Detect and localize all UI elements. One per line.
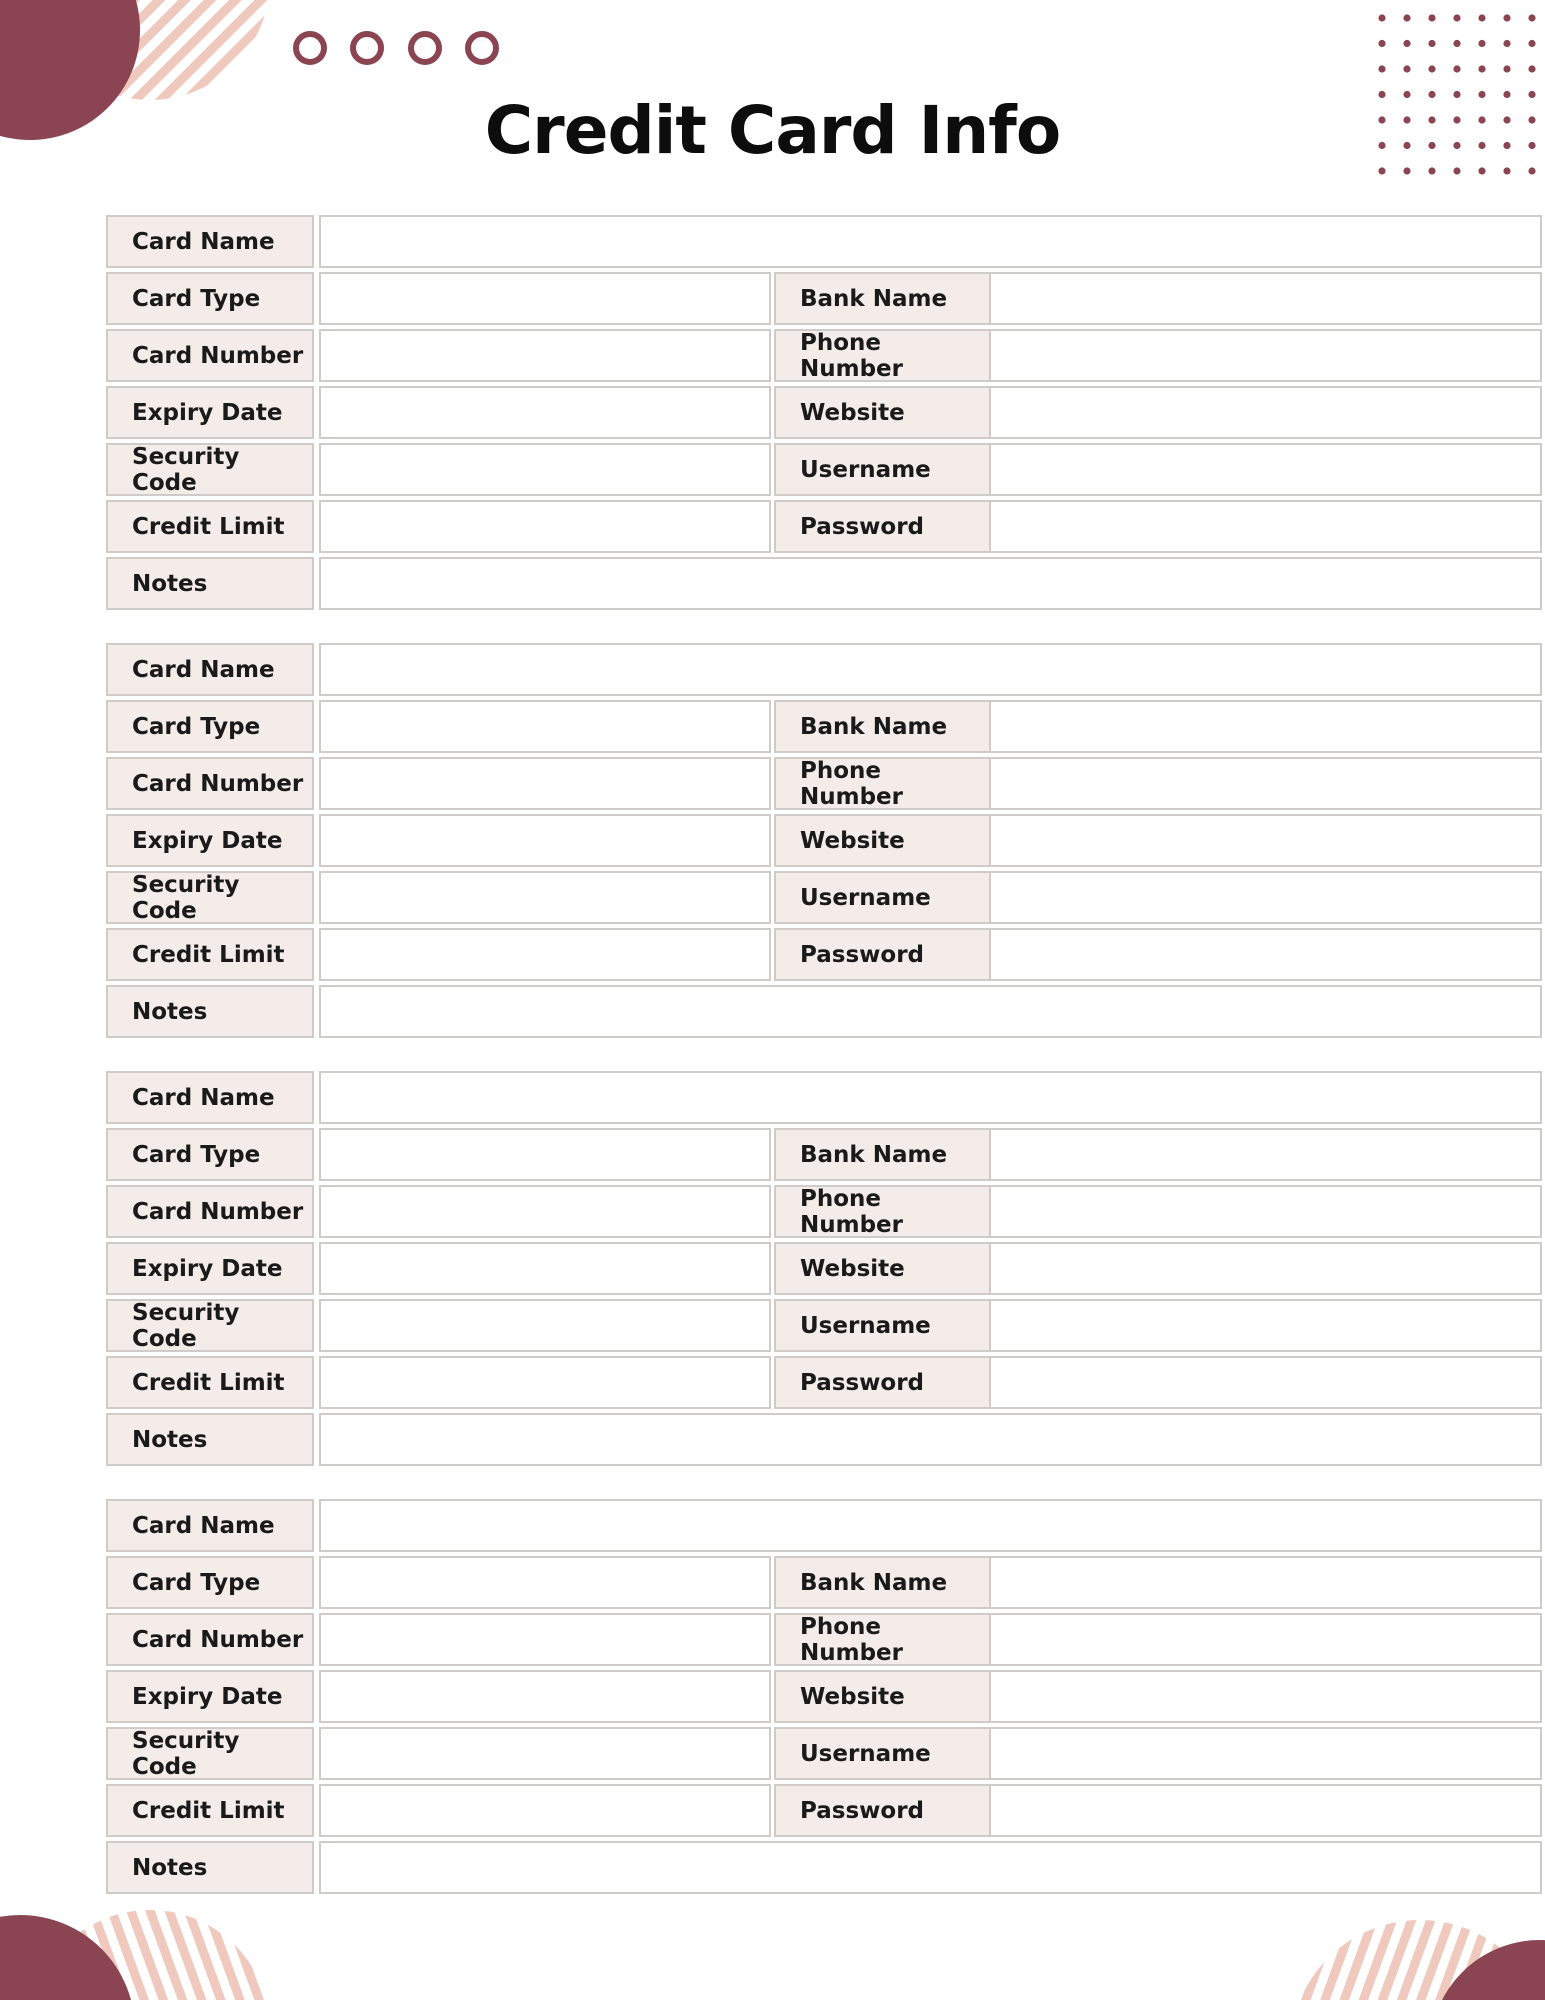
- notes-field[interactable]: [319, 557, 1542, 610]
- card-type-field[interactable]: [319, 1556, 771, 1609]
- card-info-block-4: [106, 1499, 1436, 1893]
- password-field[interactable]: [989, 500, 1542, 553]
- phone-number-field[interactable]: [989, 1185, 1542, 1238]
- card-number-field[interactable]: [319, 757, 771, 810]
- decor-dot: [1453, 14, 1460, 21]
- decor-dot: [1428, 40, 1435, 47]
- card-type-field[interactable]: [319, 272, 771, 325]
- bank-name-label: Bank Name: [774, 1556, 992, 1609]
- decor-dot: [1378, 14, 1385, 21]
- card-name-field[interactable]: [319, 1071, 1542, 1124]
- security-code-field[interactable]: [319, 1299, 771, 1352]
- card-name-field[interactable]: [319, 643, 1542, 696]
- expiry-date-field[interactable]: [319, 386, 771, 439]
- bank-name-field[interactable]: [989, 700, 1542, 753]
- card-number-label: Card Number: [106, 1185, 314, 1238]
- notes-field[interactable]: [319, 1841, 1542, 1894]
- decor-dot: [1428, 65, 1435, 72]
- bank-name-label: Bank Name: [774, 272, 992, 325]
- password-label: Password: [774, 500, 992, 553]
- decor-dot: [1378, 40, 1385, 47]
- expiry-date-label: Expiry Date: [106, 1670, 314, 1723]
- card-type-field[interactable]: [319, 700, 771, 753]
- decor-dot: [1503, 40, 1510, 47]
- password-label: Password: [774, 1356, 992, 1409]
- bank-name-field[interactable]: [989, 1556, 1542, 1609]
- username-label: Username: [774, 1299, 992, 1352]
- username-label: Username: [774, 1727, 992, 1780]
- username-field[interactable]: [989, 1727, 1542, 1780]
- security-code-label: Security Code: [106, 443, 314, 496]
- website-field[interactable]: [989, 1242, 1542, 1295]
- website-field[interactable]: [989, 386, 1542, 439]
- decor-dot: [1528, 65, 1535, 72]
- credit-limit-field[interactable]: [319, 1784, 771, 1837]
- expiry-date-label: Expiry Date: [106, 386, 314, 439]
- decor-dot: [1403, 14, 1410, 21]
- phone-number-label: Phone Number: [774, 329, 992, 382]
- phone-number-field[interactable]: [989, 329, 1542, 382]
- username-field[interactable]: [989, 1299, 1542, 1352]
- card-number-field[interactable]: [319, 329, 771, 382]
- decor-dot: [1403, 65, 1410, 72]
- expiry-date-label: Expiry Date: [106, 814, 314, 867]
- decor-dot: [1403, 40, 1410, 47]
- card-type-label: Card Type: [106, 700, 314, 753]
- card-name-field[interactable]: [319, 215, 1542, 268]
- card-info-block-2: [106, 643, 1436, 1037]
- credit-limit-label: Credit Limit: [106, 1356, 314, 1409]
- security-code-label: Security Code: [106, 1299, 314, 1352]
- credit-limit-field[interactable]: [319, 500, 771, 553]
- security-code-field[interactable]: [319, 443, 771, 496]
- decor-dot: [1428, 14, 1435, 21]
- card-number-field[interactable]: [319, 1185, 771, 1238]
- password-field[interactable]: [989, 1784, 1542, 1837]
- decor-dot: [1478, 40, 1485, 47]
- card-type-label: Card Type: [106, 1556, 314, 1609]
- bank-name-label: Bank Name: [774, 1128, 992, 1181]
- card-name-label: Card Name: [106, 1499, 314, 1552]
- card-name-field[interactable]: [319, 1499, 1542, 1552]
- decor-rings: [290, 28, 510, 68]
- credit-limit-label: Credit Limit: [106, 500, 314, 553]
- expiry-date-field[interactable]: [319, 1670, 771, 1723]
- decor-dot: [1528, 40, 1535, 47]
- password-label: Password: [774, 1784, 992, 1837]
- card-number-label: Card Number: [106, 1613, 314, 1666]
- phone-number-label: Phone Number: [774, 1185, 992, 1238]
- phone-number-label: Phone Number: [774, 1613, 992, 1666]
- decor-dot: [1478, 14, 1485, 21]
- card-name-label: Card Name: [106, 215, 314, 268]
- card-type-field[interactable]: [319, 1128, 771, 1181]
- card-type-label: Card Type: [106, 1128, 314, 1181]
- notes-label: Notes: [106, 1841, 314, 1894]
- card-number-label: Card Number: [106, 329, 314, 382]
- decor-dot: [1453, 65, 1460, 72]
- security-code-label: Security Code: [106, 871, 314, 924]
- security-code-field[interactable]: [319, 871, 771, 924]
- card-number-field[interactable]: [319, 1613, 771, 1666]
- card-number-label: Card Number: [106, 757, 314, 810]
- credit-limit-field[interactable]: [319, 1356, 771, 1409]
- decor-dot: [1378, 65, 1385, 72]
- decor-bottom-right: [1280, 1900, 1545, 2000]
- username-field[interactable]: [989, 443, 1542, 496]
- security-code-label: Security Code: [106, 1727, 314, 1780]
- password-label: Password: [774, 928, 992, 981]
- card-name-label: Card Name: [106, 1071, 314, 1124]
- security-code-field[interactable]: [319, 1727, 771, 1780]
- notes-field[interactable]: [319, 1413, 1542, 1466]
- username-label: Username: [774, 443, 992, 496]
- credit-limit-label: Credit Limit: [106, 928, 314, 981]
- website-label: Website: [774, 1242, 992, 1295]
- decor-dot: [1453, 40, 1460, 47]
- notes-label: Notes: [106, 1413, 314, 1466]
- decor-dot: [1528, 14, 1535, 21]
- expiry-date-field[interactable]: [319, 814, 771, 867]
- notes-label: Notes: [106, 985, 314, 1038]
- phone-number-field[interactable]: [989, 757, 1542, 810]
- password-field[interactable]: [989, 1356, 1542, 1409]
- page-title: Credit Card Info: [484, 92, 1061, 169]
- card-name-label: Card Name: [106, 643, 314, 696]
- credit-limit-field[interactable]: [319, 928, 771, 981]
- notes-field[interactable]: [319, 985, 1542, 1038]
- password-field[interactable]: [989, 928, 1542, 981]
- credit-limit-label: Credit Limit: [106, 1784, 314, 1837]
- website-field[interactable]: [989, 814, 1542, 867]
- decor-dot: [1503, 14, 1510, 21]
- bank-name-label: Bank Name: [774, 700, 992, 753]
- website-label: Website: [774, 386, 992, 439]
- decor-dot: [1478, 65, 1485, 72]
- website-label: Website: [774, 814, 992, 867]
- card-info-block-1: [106, 215, 1436, 609]
- card-info-block-3: [106, 1071, 1436, 1465]
- website-label: Website: [774, 1670, 992, 1723]
- bank-name-field[interactable]: [989, 272, 1542, 325]
- expiry-date-field[interactable]: [319, 1242, 771, 1295]
- expiry-date-label: Expiry Date: [106, 1242, 314, 1295]
- phone-number-field[interactable]: [989, 1613, 1542, 1666]
- decor-dot: [1503, 65, 1510, 72]
- card-type-label: Card Type: [106, 272, 314, 325]
- decor-bottom-left: [0, 1880, 300, 2000]
- phone-number-label: Phone Number: [774, 757, 992, 810]
- notes-label: Notes: [106, 557, 314, 610]
- username-label: Username: [774, 871, 992, 924]
- username-field[interactable]: [989, 871, 1542, 924]
- website-field[interactable]: [989, 1670, 1542, 1723]
- bank-name-field[interactable]: [989, 1128, 1542, 1181]
